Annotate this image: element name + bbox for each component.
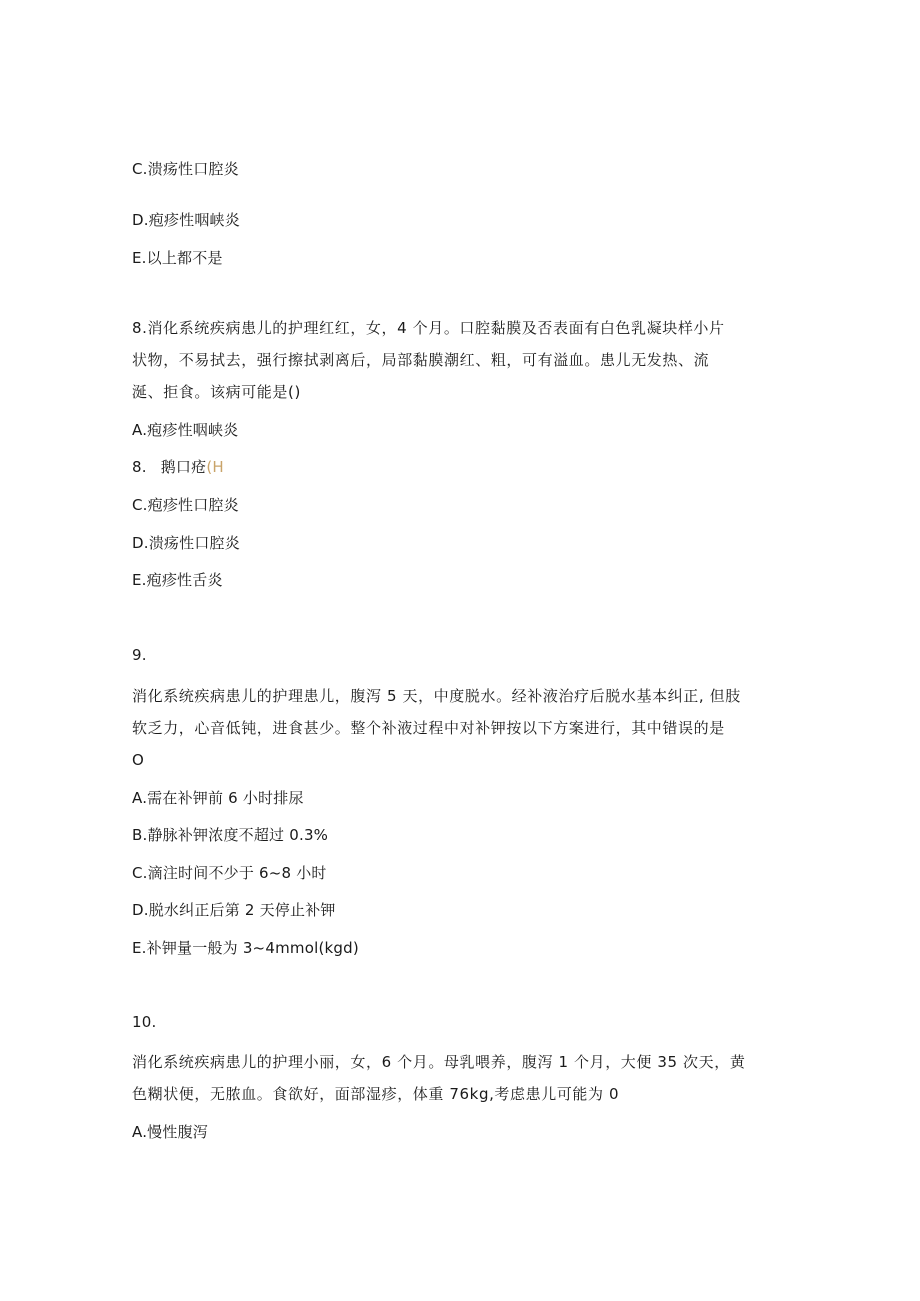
q9-stem-line-3: O bbox=[132, 751, 145, 769]
q8-option-b-text: 鹅口疮 bbox=[160, 458, 207, 476]
q9-stem-line-2: 软乏力，心音低钝，进食甚少。整个补液过程中对补钾按以下方案进行，其中错误的是 bbox=[132, 719, 725, 737]
q9-option-b: B.静脉补钾浓度不超过 0.3% bbox=[132, 826, 329, 844]
q10-option-a: A.慢性腹泻 bbox=[132, 1123, 208, 1141]
q8-stem-line-1: 8.消化系统疾病患儿的护理红红，女，4 个月。口腔黏膜及否表面有白色乳凝块样小片 bbox=[132, 319, 725, 337]
q8-stem-line-2: 状物，不易拭去，强行擦拭剥离后，局部黏膜潮红、粗，可有溢血。患儿无发热、流 bbox=[132, 351, 710, 369]
q8-option-d: D.溃疡性口腔炎 bbox=[132, 534, 240, 552]
q9-option-c: C.滴注时间不少于 6~8 小时 bbox=[132, 864, 327, 882]
q8-option-b-mark: (H bbox=[206, 458, 224, 476]
q7-option-d: D.疱疹性咽峡炎 bbox=[132, 211, 240, 229]
q8-option-a: A.疱疹性咽峡炎 bbox=[132, 421, 239, 439]
q10-number: 10. bbox=[132, 1013, 157, 1031]
q9-option-e: E.补钾量一般为 3~4mmol(kgd) bbox=[132, 939, 359, 957]
q10-stem-line-1: 消化系统疾病患儿的护理小丽，女，6 个月。母乳喂养，腹泻 1 个月，大便 35 次天，黄 bbox=[132, 1053, 746, 1071]
q7-option-e: E.以上都不是 bbox=[132, 249, 223, 267]
q8-option-e: E.疱疹性舌炎 bbox=[132, 571, 223, 589]
q9-option-a: A.需在补钾前 6 小时排尿 bbox=[132, 789, 304, 807]
q9-stem-line-1: 消化系统疾病患儿的护理患儿，腹泻 5 天，中度脱水。经补液治疗后脱水基本纠正, 但肢 bbox=[132, 687, 741, 705]
q9-number: 9. bbox=[132, 646, 147, 664]
q7-option-c: C.溃疡性口腔炎 bbox=[132, 160, 239, 178]
q8-option-c: C.疱疹性口腔炎 bbox=[132, 496, 239, 514]
q9-option-d: D.脱水纠正后第 2 天停止补钾 bbox=[132, 901, 336, 919]
q10-stem-line-2: 色糊状便，无脓血。食欲好，面部湿疹，体重 76kg,考虑患儿可能为 0 bbox=[132, 1085, 620, 1103]
q8-option-b-prefix: 8. bbox=[132, 458, 147, 476]
q8-option-b bbox=[132, 457, 224, 477]
q8-stem-line-3: 涎、拒食。该病可能是() bbox=[132, 383, 301, 401]
